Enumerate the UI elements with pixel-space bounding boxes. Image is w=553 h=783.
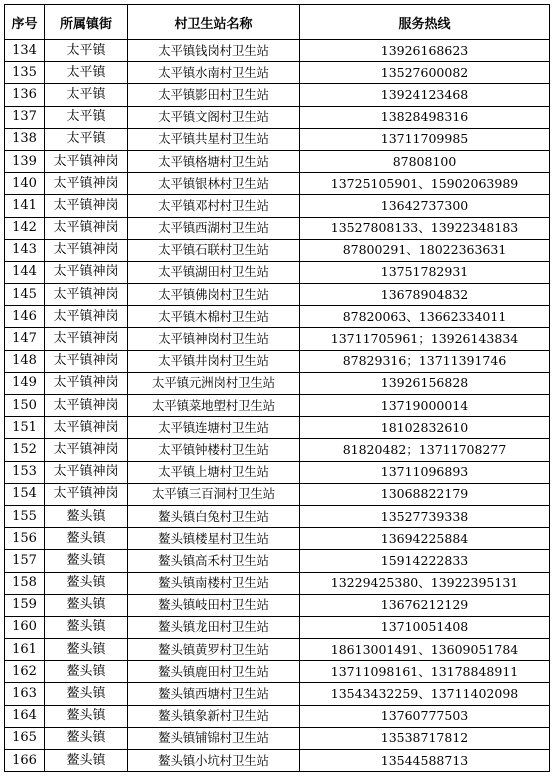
table-row bbox=[5, 505, 550, 527]
cell-phone: 18102832610 bbox=[300, 417, 550, 439]
cell-clinic-name: 鳌头镇高禾村卫生站 bbox=[128, 550, 300, 572]
clinic-directory-table bbox=[4, 4, 550, 772]
cell-index: 163 bbox=[5, 683, 45, 705]
cell-index: 142 bbox=[5, 217, 45, 239]
cell-town: 鳌头镇 bbox=[45, 727, 128, 749]
table-row bbox=[5, 572, 550, 594]
cell-phone: 13543432259、13711402098 bbox=[300, 683, 550, 705]
cell-town: 太平镇神岗 bbox=[45, 483, 128, 505]
cell-phone: 13710051408 bbox=[300, 616, 550, 638]
cell-clinic-name: 鳌头镇象新村卫生站 bbox=[128, 705, 300, 727]
cell-index: 143 bbox=[5, 239, 45, 261]
cell-index: 154 bbox=[5, 483, 45, 505]
cell-clinic-name: 太平镇共星村卫生站 bbox=[128, 128, 300, 150]
cell-town: 太平镇神岗 bbox=[45, 395, 128, 417]
cell-index: 147 bbox=[5, 328, 45, 350]
cell-clinic-name: 鳌头镇南楼村卫生站 bbox=[128, 572, 300, 594]
table-row bbox=[5, 62, 550, 84]
cell-phone: 87829316；13711391746 bbox=[300, 350, 550, 372]
table-row bbox=[5, 594, 550, 616]
cell-index: 150 bbox=[5, 395, 45, 417]
cell-town: 太平镇 bbox=[45, 84, 128, 106]
cell-phone: 13711098161、13178848911 bbox=[300, 661, 550, 683]
cell-clinic-name: 太平镇格塘村卫生站 bbox=[128, 150, 300, 172]
cell-town: 鳌头镇 bbox=[45, 528, 128, 550]
cell-phone: 13926156828 bbox=[300, 372, 550, 394]
cell-clinic-name: 鳌头镇铺锦村卫生站 bbox=[128, 727, 300, 749]
cell-town: 鳌头镇 bbox=[45, 505, 128, 527]
cell-town: 太平镇神岗 bbox=[45, 195, 128, 217]
cell-clinic-name: 太平镇影田村卫生站 bbox=[128, 84, 300, 106]
table-row bbox=[5, 550, 550, 572]
table-row bbox=[5, 328, 550, 350]
cell-town: 鳌头镇 bbox=[45, 750, 128, 772]
table-row bbox=[5, 128, 550, 150]
cell-clinic-name: 太平镇湖田村卫生站 bbox=[128, 261, 300, 283]
cell-phone: 13229425380、13922395131 bbox=[300, 572, 550, 594]
table-row bbox=[5, 350, 550, 372]
table-row bbox=[5, 417, 550, 439]
table-row bbox=[5, 261, 550, 283]
table-row bbox=[5, 616, 550, 638]
cell-clinic-name: 太平镇井岗村卫生站 bbox=[128, 350, 300, 372]
cell-phone: 13711705961；13926143834 bbox=[300, 328, 550, 350]
cell-town: 太平镇 bbox=[45, 40, 128, 62]
cell-index: 138 bbox=[5, 128, 45, 150]
cell-index: 165 bbox=[5, 727, 45, 749]
table-row bbox=[5, 306, 550, 328]
table-row bbox=[5, 639, 550, 661]
cell-index: 164 bbox=[5, 705, 45, 727]
cell-clinic-name: 鳌头镇岐田村卫生站 bbox=[128, 594, 300, 616]
cell-index: 139 bbox=[5, 150, 45, 172]
cell-clinic-name: 太平镇连塘村卫生站 bbox=[128, 417, 300, 439]
cell-index: 149 bbox=[5, 372, 45, 394]
table-row bbox=[5, 284, 550, 306]
table-row bbox=[5, 239, 550, 261]
cell-index: 144 bbox=[5, 261, 45, 283]
cell-phone: 13924123468 bbox=[300, 84, 550, 106]
cell-clinic-name: 太平镇三百洞村卫生站 bbox=[128, 483, 300, 505]
cell-town: 太平镇神岗 bbox=[45, 461, 128, 483]
cell-phone: 13676212129 bbox=[300, 594, 550, 616]
table-row bbox=[5, 84, 550, 106]
cell-index: 136 bbox=[5, 84, 45, 106]
cell-index: 152 bbox=[5, 439, 45, 461]
cell-town: 太平镇神岗 bbox=[45, 261, 128, 283]
cell-phone: 18613001491、13609051784 bbox=[300, 639, 550, 661]
cell-phone: 13926168623 bbox=[300, 40, 550, 62]
cell-phone: 13527600082 bbox=[300, 62, 550, 84]
header-phone: 服务热线 bbox=[300, 5, 550, 40]
cell-clinic-name: 太平镇神岗村卫生站 bbox=[128, 328, 300, 350]
cell-town: 鳌头镇 bbox=[45, 639, 128, 661]
cell-phone: 13719000014 bbox=[300, 395, 550, 417]
cell-clinic-name: 太平镇西湖村卫生站 bbox=[128, 217, 300, 239]
cell-index: 146 bbox=[5, 306, 45, 328]
cell-town: 太平镇神岗 bbox=[45, 350, 128, 372]
cell-clinic-name: 太平镇文阁村卫生站 bbox=[128, 106, 300, 128]
cell-phone: 13711709985 bbox=[300, 128, 550, 150]
cell-clinic-name: 太平镇菜地塱村卫生站 bbox=[128, 395, 300, 417]
cell-phone: 87800291、18022363631 bbox=[300, 239, 550, 261]
cell-index: 137 bbox=[5, 106, 45, 128]
table-row bbox=[5, 439, 550, 461]
cell-town: 鳌头镇 bbox=[45, 661, 128, 683]
cell-clinic-name: 鳌头镇龙田村卫生站 bbox=[128, 616, 300, 638]
cell-town: 太平镇神岗 bbox=[45, 173, 128, 195]
table-row bbox=[5, 372, 550, 394]
cell-index: 141 bbox=[5, 195, 45, 217]
table-row bbox=[5, 106, 550, 128]
cell-index: 140 bbox=[5, 173, 45, 195]
cell-index: 153 bbox=[5, 461, 45, 483]
cell-index: 151 bbox=[5, 417, 45, 439]
cell-phone: 87820063、13662334011 bbox=[300, 306, 550, 328]
cell-phone: 87808100 bbox=[300, 150, 550, 172]
cell-town: 太平镇 bbox=[45, 106, 128, 128]
cell-index: 166 bbox=[5, 750, 45, 772]
header-clinic-name: 村卫生站名称 bbox=[128, 5, 300, 40]
cell-phone: 13527808133、13922348183 bbox=[300, 217, 550, 239]
cell-town: 太平镇神岗 bbox=[45, 372, 128, 394]
cell-clinic-name: 太平镇石联村卫生站 bbox=[128, 239, 300, 261]
cell-town: 太平镇神岗 bbox=[45, 150, 128, 172]
table-row bbox=[5, 195, 550, 217]
cell-clinic-name: 鳌头镇白兔村卫生站 bbox=[128, 505, 300, 527]
table-row bbox=[5, 40, 550, 62]
cell-index: 134 bbox=[5, 40, 45, 62]
cell-index: 160 bbox=[5, 616, 45, 638]
cell-phone: 13068822179 bbox=[300, 483, 550, 505]
cell-town: 鳌头镇 bbox=[45, 572, 128, 594]
cell-clinic-name: 太平镇佛岗村卫生站 bbox=[128, 284, 300, 306]
cell-clinic-name: 太平镇银林村卫生站 bbox=[128, 173, 300, 195]
cell-clinic-name: 鳌头镇小坑村卫生站 bbox=[128, 750, 300, 772]
table-row bbox=[5, 150, 550, 172]
table-row bbox=[5, 217, 550, 239]
cell-town: 太平镇 bbox=[45, 62, 128, 84]
cell-phone: 13678904832 bbox=[300, 284, 550, 306]
cell-phone: 13828498316 bbox=[300, 106, 550, 128]
table-row bbox=[5, 173, 550, 195]
cell-town: 太平镇神岗 bbox=[45, 306, 128, 328]
cell-phone: 13751782931 bbox=[300, 261, 550, 283]
header-row bbox=[5, 5, 550, 40]
table-header bbox=[5, 5, 550, 40]
cell-town: 太平镇神岗 bbox=[45, 439, 128, 461]
cell-index: 158 bbox=[5, 572, 45, 594]
cell-phone: 13527739338 bbox=[300, 505, 550, 527]
cell-index: 135 bbox=[5, 62, 45, 84]
cell-index: 148 bbox=[5, 350, 45, 372]
cell-clinic-name: 太平镇上塘村卫生站 bbox=[128, 461, 300, 483]
cell-clinic-name: 鳌头镇黄罗村卫生站 bbox=[128, 639, 300, 661]
cell-town: 太平镇 bbox=[45, 128, 128, 150]
cell-clinic-name: 太平镇邓村村卫生站 bbox=[128, 195, 300, 217]
table-row bbox=[5, 683, 550, 705]
cell-phone: 15914222833 bbox=[300, 550, 550, 572]
cell-town: 太平镇神岗 bbox=[45, 239, 128, 261]
cell-phone: 13725105901、15902063989 bbox=[300, 173, 550, 195]
table-row bbox=[5, 395, 550, 417]
table-row bbox=[5, 528, 550, 550]
table-row bbox=[5, 705, 550, 727]
cell-clinic-name: 鳌头镇楼星村卫生站 bbox=[128, 528, 300, 550]
cell-phone: 13760777503 bbox=[300, 705, 550, 727]
table-row bbox=[5, 727, 550, 749]
cell-phone: 13642737300 bbox=[300, 195, 550, 217]
cell-index: 157 bbox=[5, 550, 45, 572]
cell-town: 太平镇神岗 bbox=[45, 217, 128, 239]
cell-town: 太平镇神岗 bbox=[45, 417, 128, 439]
cell-town: 鳌头镇 bbox=[45, 550, 128, 572]
header-town: 所属镇街 bbox=[45, 5, 128, 40]
cell-town: 鳌头镇 bbox=[45, 616, 128, 638]
cell-index: 145 bbox=[5, 284, 45, 306]
cell-phone: 13711096893 bbox=[300, 461, 550, 483]
cell-clinic-name: 太平镇元洲岗村卫生站 bbox=[128, 372, 300, 394]
cell-town: 鳌头镇 bbox=[45, 705, 128, 727]
table-row bbox=[5, 661, 550, 683]
cell-clinic-name: 鳌头镇鹿田村卫生站 bbox=[128, 661, 300, 683]
cell-index: 162 bbox=[5, 661, 45, 683]
table-row bbox=[5, 461, 550, 483]
table-row bbox=[5, 750, 550, 772]
cell-clinic-name: 太平镇水南村卫生站 bbox=[128, 62, 300, 84]
cell-phone: 13694225884 bbox=[300, 528, 550, 550]
cell-town: 太平镇神岗 bbox=[45, 328, 128, 350]
table-row bbox=[5, 483, 550, 505]
cell-town: 鳌头镇 bbox=[45, 683, 128, 705]
cell-clinic-name: 鳌头镇西塘村卫生站 bbox=[128, 683, 300, 705]
cell-phone: 81820482；13711708277 bbox=[300, 439, 550, 461]
cell-phone: 13544588713 bbox=[300, 750, 550, 772]
table-body bbox=[5, 40, 550, 772]
cell-index: 156 bbox=[5, 528, 45, 550]
cell-index: 161 bbox=[5, 639, 45, 661]
cell-clinic-name: 太平镇钱岗村卫生站 bbox=[128, 40, 300, 62]
cell-clinic-name: 太平镇木棉村卫生站 bbox=[128, 306, 300, 328]
cell-clinic-name: 太平镇钟楼村卫生站 bbox=[128, 439, 300, 461]
cell-town: 鳌头镇 bbox=[45, 594, 128, 616]
cell-index: 155 bbox=[5, 505, 45, 527]
cell-town: 太平镇神岗 bbox=[45, 284, 128, 306]
cell-index: 159 bbox=[5, 594, 45, 616]
cell-phone: 13538717812 bbox=[300, 727, 550, 749]
header-index: 序号 bbox=[5, 5, 45, 40]
